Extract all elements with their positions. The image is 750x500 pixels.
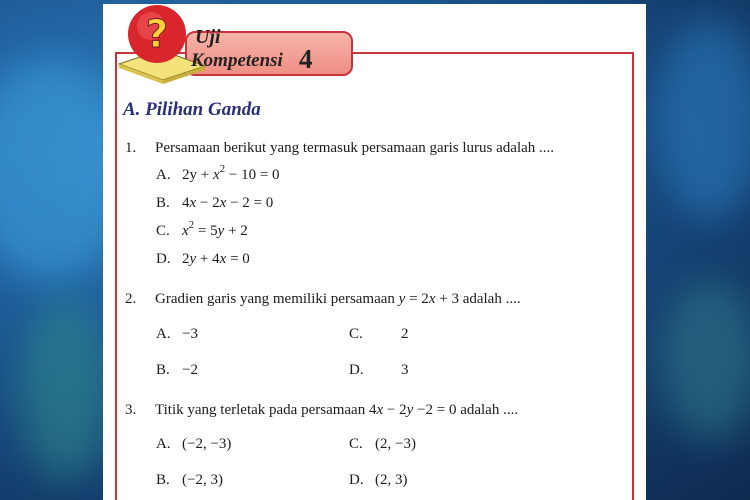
option-3a-label: A. (156, 436, 171, 452)
option-3d-label: D. (349, 472, 364, 488)
section-title: A. Pilihan Ganda (123, 99, 261, 120)
question-2-text: Gradien garis yang memiliki persamaan y = 2x + 3 adalah .... (155, 291, 521, 307)
question-3-number: 3. (125, 402, 137, 418)
background-blob (660, 280, 750, 440)
option-1d-value: 2y + 4x = 0 (182, 251, 250, 267)
option-3b-value: (−2, 3) (182, 472, 223, 488)
background-blob (655, 20, 750, 220)
svg-text:?: ? (145, 12, 169, 56)
header-number: 4 (299, 44, 313, 74)
option-1a-label: A. (156, 167, 171, 183)
question-1-text: Persamaan berikut yang termasuk persamaan garis lurus adalah .... (155, 140, 555, 156)
option-2c-value: 2 (401, 326, 409, 342)
question-2-number: 2. (125, 291, 137, 307)
option-2b-value: −2 (182, 362, 198, 378)
option-1c-value: $x^2 = 5y + 2$ (182, 219, 248, 239)
option-1a-value: $2y + x^2 - 10 = 0$ (182, 163, 280, 183)
question-3-text: Titik yang terletak pada persamaan 4x − 2y −2 = 0 adalah .... (155, 402, 519, 418)
background-blob (20, 300, 110, 480)
option-3a-value: (−2, −3) (182, 436, 232, 452)
header-kompetensi: Kompetensi (191, 50, 283, 71)
option-1d-label: D. (156, 251, 171, 267)
option-2a-label: A. (156, 326, 171, 342)
textbook-page (103, 4, 646, 500)
option-1b-value: 4x − 2x − 2 = 0 (182, 195, 274, 211)
header-uji: Uji (195, 26, 221, 48)
option-2d-label: D. (349, 362, 364, 378)
option-3c-label: C. (349, 436, 363, 452)
option-1c-label: C. (156, 223, 170, 239)
option-2c-label: C. (349, 326, 363, 342)
option-2a-value: −3 (182, 326, 198, 342)
option-2b-label: B. (156, 362, 170, 378)
question-1-number: 1. (125, 140, 137, 156)
option-2d-value: 3 (401, 362, 409, 378)
option-3d-value: (2, 3) (375, 472, 408, 488)
option-1b-label: B. (156, 195, 170, 211)
option-3b-label: B. (156, 472, 170, 488)
option-3c-value: (2, −3) (375, 436, 416, 452)
